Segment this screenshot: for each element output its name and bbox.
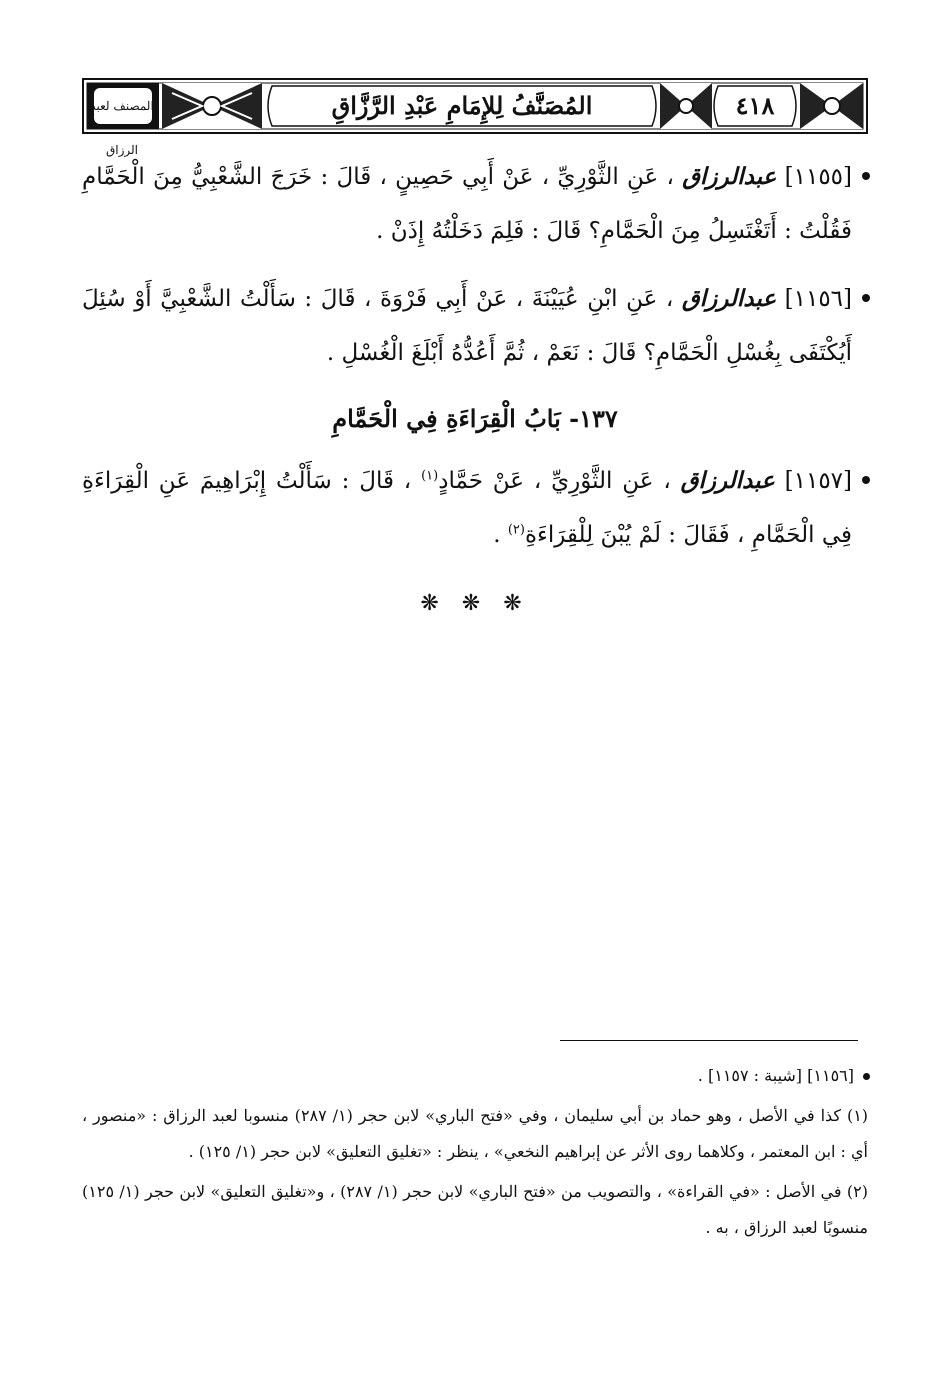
entry-text: . <box>493 522 501 548</box>
footnote-1 <box>82 1098 868 1170</box>
entry-number: [١١٥٧] <box>784 468 853 494</box>
narrator-name: عبدالرزاق <box>681 285 777 312</box>
hadith-entry-1155 <box>82 150 868 258</box>
narrator-name: عبدالرزاق <box>682 163 777 190</box>
footnote-source-line <box>82 1058 868 1094</box>
footnote-divider <box>560 1040 858 1041</box>
footnote-number: (٢) <box>846 1182 868 1201</box>
header-title: المُصَنَّفُ لِلإِمَامِ عَبْدِ الرَّزَّاقِ <box>331 91 593 120</box>
entry-text: ، عَنِ الثَّوْرِيِّ ، عَنْ أَبِي حَصِينٍ ، قَالَ : خَرَجَ الشَّعْبِيُّ مِنَ الْحَمَّامِ فَقُلْتُ : أَتَغْتَسِلُ مِنَ الْحَمَّامِ؟ قَالَ : فَلِمَ دَخَلْتُهُ إِذَنْ . <box>82 164 852 244</box>
narrator-name: عبدالرزاق <box>680 467 775 494</box>
hadith-entry-1157 <box>82 454 868 562</box>
bullet-icon <box>862 476 870 484</box>
footnote-ref-2[interactable]: (٢) <box>507 522 525 538</box>
entry-number: [١١٥٦] <box>784 286 853 312</box>
hadith-entry-1156 <box>82 272 868 380</box>
footnote-number: (١) <box>846 1106 869 1125</box>
running-header <box>82 78 868 157</box>
footnotes <box>82 1058 868 1246</box>
entry-text: ، عَنِ الثَّوْرِيِّ ، عَنْ حَمَّادٍ <box>438 468 671 494</box>
bullet-icon <box>862 294 870 302</box>
chapter-title: ١٣٧- بَابُ الْقِرَاءَةِ فِي الْحَمَّامِ <box>332 404 618 433</box>
main-text <box>82 150 868 624</box>
footnote-text: في الأصل : «في القراءة» ، والتصويب من «فتح الباري» لابن حجر (١/ ٢٨٧) ، و«تغليق التعليق» لابن حجر (١/ ١٢٥) منسوبًا لعبد الرزاق ، به . <box>82 1182 868 1237</box>
page-number: ٤١٨ <box>735 91 775 120</box>
footnote-source-text: [١١٥٦] [شيبة : ١١٥٧] . <box>697 1066 854 1085</box>
section-separator-stars: ❋ ❋ ❋ <box>420 591 530 616</box>
footnote-2 <box>82 1174 868 1246</box>
entry-number: [١١٥٥] <box>784 164 853 190</box>
bullet-icon <box>863 1073 870 1080</box>
footnote-text: كذا في الأصل ، وهو حماد بن أبي سليمان ، وفي «فتح الباري» لابن حجر (١/ ٢٨٧) منسوبا لعبد الرزاق : «منصور ، أي : ابن المعتمر ، وكلاهما روى الأثر عن إبراهيم النخعي» ، ينظر : «تغليق التعليق» لابن حجر (١/ ١٢٥) . <box>82 1106 868 1161</box>
bullet-icon <box>862 172 870 180</box>
entry-text: ، عَنِ ابْنِ عُيَيْنَةَ ، عَنْ أَبِي فَرْوَةَ ، قَالَ : سَأَلْتُ الشَّعْبِيَّ أَوْ سُئِلَ أَيُكْتَفَى بِغُسْلِ الْحَمَّامِ؟ قَالَ : نَعَمْ ، ثُمَّ أَعُدُّهُ أَبْلَغَ الْغُسْلِ . <box>82 286 852 366</box>
footnote-ref-1[interactable]: (١) <box>421 468 439 484</box>
entry-text: ، قَالَ : سَأَلْتُ إِبْرَاهِيمَ عَنِ الْقِرَاءَةِ فِي الْحَمَّامِ ، فَقَالَ : لَمْ يُبْنَ لِلْقِرَاءَةِ <box>82 468 852 548</box>
header-seal-logo: المصنف لعبد الرزاق <box>90 99 154 157</box>
